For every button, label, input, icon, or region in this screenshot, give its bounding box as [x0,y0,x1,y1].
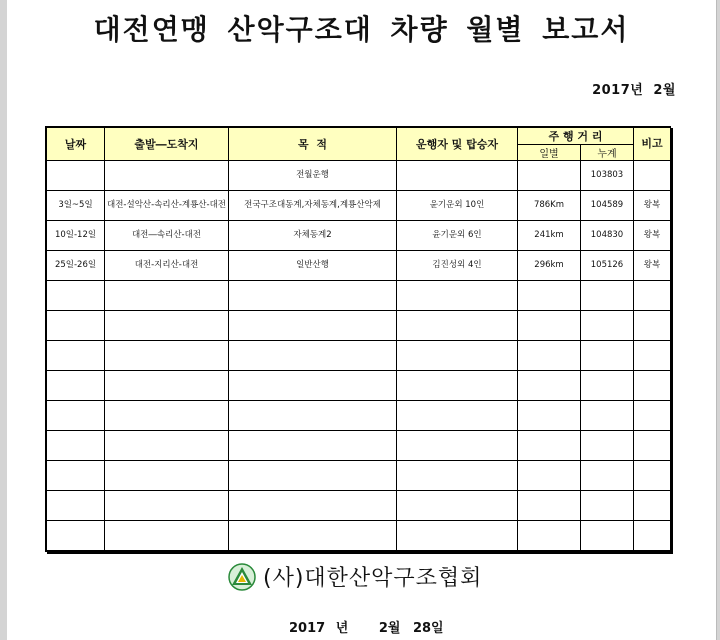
empty-cell-driver [397,491,518,521]
empty-table-row [47,341,671,371]
empty-cell-purpose [229,431,397,461]
empty-cell-route [105,311,229,341]
empty-cell-purpose [229,281,397,311]
empty-table-row [47,371,671,401]
empty-cell-route [105,491,229,521]
empty-cell-daily [518,281,581,311]
empty-cell-driver [397,461,518,491]
empty-cell-daily [518,311,581,341]
empty-cell-cumulative [581,461,634,491]
empty-cell-route [105,431,229,461]
document-page [7,0,716,640]
empty-cell-cumulative [581,431,634,461]
cell-daily: 786Km [518,191,581,221]
report-date [592,79,676,98]
footer-year: 2017 [289,621,326,636]
empty-cell-remarks [634,371,671,401]
cell-cumulative: 104589 [581,191,634,221]
empty-cell-daily [518,371,581,401]
empty-table-row [47,491,671,521]
cell-driver [397,161,518,191]
cell-daily: 296km [518,251,581,281]
cell-driver: 윤기운외 10인 [397,191,518,221]
cell-driver: 윤기운외 6인 [397,221,518,251]
empty-cell-daily [518,521,581,551]
footer-month: 2월 [378,621,401,636]
cell-route: 대전―속리산-대전 [105,221,229,251]
cell-purpose: 자체동계2 [229,221,397,251]
empty-cell-cumulative [581,491,634,521]
empty-table-row [47,401,671,431]
empty-cell-remarks [634,461,671,491]
empty-cell-remarks [634,341,671,371]
empty-cell-cumulative [581,521,634,551]
report-year: 2017년 [592,83,644,98]
cell-remarks: 왕복 [634,191,671,221]
empty-cell-route [105,371,229,401]
footer-date [289,617,444,636]
organization-footer [227,561,482,592]
association-logo-icon [227,562,257,592]
footer-day: 28일 [412,621,444,636]
cell-route: 대전-설악산-속리산-계룡산-대전 [105,191,229,221]
cell-date: 10일-12일 [47,221,105,251]
header-remarks: 비고 [634,128,671,161]
empty-cell-date [47,521,105,551]
empty-cell-purpose [229,461,397,491]
empty-cell-remarks [634,281,671,311]
empty-cell-purpose [229,371,397,401]
empty-cell-date [47,371,105,401]
cell-route [105,161,229,191]
empty-cell-driver [397,341,518,371]
cell-daily [518,161,581,191]
empty-cell-remarks [634,311,671,341]
report-title: 대전연맹 산악구조대 차량 월별 보고서 [93,13,630,46]
cell-cumulative: 105126 [581,251,634,281]
empty-cell-date [47,281,105,311]
header-date: 날짜 [47,128,105,161]
empty-cell-remarks [634,491,671,521]
empty-cell-route [105,341,229,371]
empty-cell-route [105,461,229,491]
empty-cell-daily [518,461,581,491]
empty-cell-date [47,311,105,341]
empty-cell-remarks [634,521,671,551]
empty-cell-purpose [229,401,397,431]
empty-table-row [47,521,671,551]
empty-cell-purpose [229,311,397,341]
empty-cell-daily [518,401,581,431]
organization-name: (사)대한산악구조협회 [263,566,483,591]
empty-cell-date [47,341,105,371]
empty-cell-daily [518,431,581,461]
empty-cell-daily [518,491,581,521]
empty-cell-cumulative [581,311,634,341]
header-cumulative: 누계 [581,145,634,161]
empty-cell-driver [397,371,518,401]
empty-table-row [47,281,671,311]
empty-cell-daily [518,341,581,371]
empty-cell-route [105,401,229,431]
header-route: 출발―도착지 [105,128,229,161]
empty-cell-cumulative [581,401,634,431]
empty-cell-driver [397,281,518,311]
cell-cumulative: 104830 [581,221,634,251]
table-row [47,161,671,191]
empty-table-row [47,461,671,491]
cell-purpose: 전국구조대동계,자체동계,계룡산악제 [229,191,397,221]
empty-cell-route [105,521,229,551]
empty-cell-date [47,401,105,431]
report-month: 2월 [653,83,676,98]
table-row [47,251,671,281]
cell-cumulative: 103803 [581,161,634,191]
empty-cell-purpose [229,521,397,551]
empty-cell-date [47,491,105,521]
cell-date: 3일~5일 [47,191,105,221]
empty-cell-driver [397,431,518,461]
header-distance: 주 행 거 리 [518,128,634,145]
header-purpose: 목 적 [229,128,397,161]
cell-date: 25일-26일 [47,251,105,281]
table-row [47,191,671,221]
table-row [47,221,671,251]
cell-purpose: 일반산행 [229,251,397,281]
header-driver: 운행자 및 탑승자 [397,128,518,161]
empty-cell-driver [397,311,518,341]
empty-cell-cumulative [581,341,634,371]
empty-table-row [47,431,671,461]
empty-cell-purpose [229,341,397,371]
cell-remarks [634,161,671,191]
empty-cell-driver [397,401,518,431]
empty-cell-remarks [634,431,671,461]
empty-cell-date [47,431,105,461]
empty-cell-driver [397,521,518,551]
footer-year-unit: 년 [335,621,349,636]
cell-daily: 241km [518,221,581,251]
empty-cell-cumulative [581,281,634,311]
empty-cell-purpose [229,491,397,521]
empty-cell-date [47,461,105,491]
cell-route: 대전-지리산-대전 [105,251,229,281]
cell-purpose: 전월운행 [229,161,397,191]
empty-cell-cumulative [581,371,634,401]
cell-remarks: 왕복 [634,221,671,251]
empty-cell-remarks [634,401,671,431]
vehicle-report-table [46,127,671,551]
header-daily: 일별 [518,145,581,161]
empty-cell-route [105,281,229,311]
cell-driver: 김진성외 4인 [397,251,518,281]
vehicle-report-table-wrapper [45,126,671,552]
empty-table-row [47,311,671,341]
cell-remarks: 왕복 [634,251,671,281]
cell-date [47,161,105,191]
